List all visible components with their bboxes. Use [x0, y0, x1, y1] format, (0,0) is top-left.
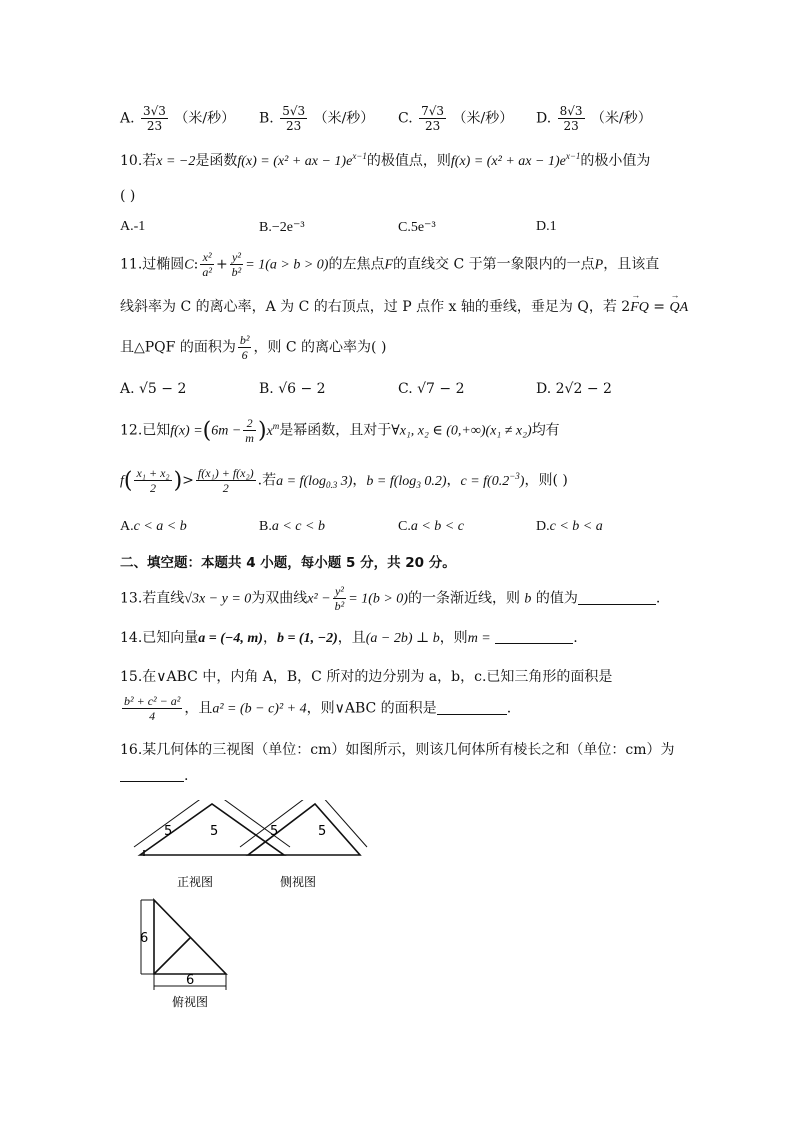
- q15-text: ，且: [184, 700, 213, 717]
- q15-area-fraction: $\frac{\text{b² + c² − a²}}{4}$: [124, 694, 181, 723]
- three-view-figure: [130, 800, 370, 1020]
- option-fraction: $\frac{7√3}{23}$: [421, 104, 445, 133]
- front-right-edge-label: 5: [210, 824, 219, 839]
- q11-vector-fq: → FQ: [630, 300, 649, 316]
- side-view-label: 侧视图: [280, 875, 317, 889]
- q10-condition: x = −2: [156, 154, 196, 169]
- q14-text: 14.已知向量: [120, 630, 199, 646]
- q10-option-a: A.-1: [120, 219, 146, 234]
- q15-period: .: [506, 700, 512, 717]
- q12-b-def: $b = f(\log_3$ 0.2): [366, 473, 447, 490]
- q11-stem-line2: [120, 296, 688, 316]
- q10-option-c: C.5e⁻³: [398, 220, 436, 235]
- q9-option-b: [259, 104, 374, 133]
- q13-text: 的一条渐近线，则: [407, 590, 520, 607]
- q14-period: .: [573, 630, 578, 646]
- q11-equals: =: [648, 299, 670, 315]
- q12-gt: >: [182, 472, 194, 489]
- q13-period: .: [655, 590, 661, 607]
- option-label: B.: [259, 110, 274, 127]
- q12-condition: ∀x₁, x₂ ∈ (0,+∞)(x₁ ≠ x₂): [391, 423, 532, 439]
- q12-text: 12.已知: [120, 422, 171, 439]
- q12-f: f: [120, 473, 124, 489]
- q13-x-term: x² −: [307, 591, 331, 607]
- q10-text: 的极值点，则: [366, 153, 451, 169]
- q16-period: .: [184, 768, 189, 784]
- q12-stem-line2: f( $\frac{\text{x₁ + x₂}}{2}$ )> $\frac{\text{f(x₁) + f(x₂)}}{2}$ .若$a = f(\log_{0.3}$ 3)，$b = f(\log_3$ 0.2)，$c = f(0.2^{-3})$，则( ): [120, 466, 568, 495]
- q13-line-eq: √3x − y = 0: [184, 591, 252, 607]
- q15-text: ，则∨ABC 的面积是: [306, 700, 437, 717]
- q12-function: f(x) =: [170, 423, 203, 439]
- q13-text: 13.若直线: [120, 590, 185, 607]
- top-view-label: 俯视图: [172, 995, 209, 1009]
- q11-text: 线斜率为 C 的离心率，A 为 C 的右顶点，过 P 点作 x 轴的垂线，垂足为 Q，若 2: [120, 299, 631, 315]
- q11-point: P: [594, 257, 604, 273]
- q12-option-c: C.a < b < c: [398, 519, 464, 534]
- q14-condition: (a − 2b) ⊥ b: [365, 631, 440, 646]
- q16-answer-blank[interactable]: [120, 769, 184, 782]
- q9-option-d: [536, 104, 652, 133]
- q11-option-a: A. √5 − 2: [120, 381, 187, 397]
- q14-m: m =: [467, 631, 491, 646]
- q14-text: ，且: [337, 630, 366, 646]
- q10-text: 10.若: [120, 153, 157, 169]
- top-height-label: 6: [140, 931, 149, 946]
- q11-text: 且△PQF 的面积为: [120, 339, 236, 356]
- q12-text: .若: [257, 472, 277, 489]
- q10-option-d: D.1: [536, 219, 557, 234]
- q12-stem-line1: [120, 416, 560, 445]
- side-left-edge-label: 5: [270, 824, 279, 839]
- option-label: C.: [398, 110, 413, 127]
- front-view-label: 正视图: [177, 875, 214, 889]
- q13-stem: [120, 584, 660, 613]
- q10-paren: ( ): [120, 188, 136, 204]
- q11-stem-line1: 11.过椭圆C: $\frac{\text{x²}}{\text{a²}}$ + $\frac{\text{y²}}{\text{b²}}$ = 1(a > b > 0)的左焦点F的直线交 C 于第一象限内的一点P，且该直: [120, 250, 660, 279]
- q12-text: 均有: [531, 422, 560, 439]
- option-fraction: $\frac{3√3}{23}$: [143, 104, 166, 133]
- q9-option-a: [120, 104, 235, 133]
- q12-c-def: $c = f(0.2^{-3})$: [460, 470, 525, 489]
- option-fraction: $\frac{5√3}{23}$: [282, 104, 306, 133]
- q12-m-fraction: $\frac{2}{m}$: [245, 416, 254, 445]
- q11-ellipse-name: C: [184, 257, 194, 273]
- option-unit: （米/秒）: [452, 110, 514, 127]
- q11-vector-qa: → QA: [670, 300, 689, 316]
- q11-text: 的直线交 C 于第一象限内的一点: [393, 256, 595, 273]
- q14-vector-b: b = (1, −2): [276, 631, 338, 646]
- section-title: 二、填空题：本题共 4 小题，每小题 5 分，共 20 分。: [120, 555, 456, 571]
- q11-stem-line3: [120, 333, 386, 362]
- q13-b: b: [524, 591, 532, 607]
- top-width-label: 6: [186, 973, 195, 988]
- q16-blank-line: [120, 768, 188, 784]
- q13-answer-blank[interactable]: [578, 592, 656, 605]
- q11-text: ，且该直: [603, 256, 660, 273]
- q11-option-b: B. √6 − 2: [259, 381, 326, 397]
- q12-rhs-fraction: $\frac{\text{f(x₁) + f(x₂)}}{2}$: [197, 466, 254, 495]
- q14-stem: 14.已知向量a = (−4, m)，b = (1, −2)，且(a − 2b) ⊥ b，则m = .: [120, 630, 578, 646]
- option-unit: （米/秒）: [313, 110, 375, 127]
- q11-equation-tail: = 1(a > b > 0): [245, 257, 329, 273]
- q16-stem: 16.某几何体的三视图（单位：cm）如图所示，则该几何体所有棱长之和（单位：cm）为: [120, 742, 675, 758]
- q12-option-d: D.c < b < a: [536, 519, 603, 534]
- q12-text: ，则( ): [524, 472, 568, 489]
- q10-option-b: B.−2e⁻³: [259, 220, 305, 235]
- q14-text: ，则: [439, 630, 468, 646]
- option-label: A.: [120, 110, 135, 127]
- q12-option-b: B.a < c < b: [259, 519, 325, 534]
- q11-text: 11.过椭圆: [120, 256, 185, 273]
- q11-x-fraction: $\frac{\text{x²}}{\text{a²}}$: [202, 250, 212, 279]
- q12-right-paren: ): [257, 418, 267, 444]
- q11-text: ，则 C 的离心率为( ): [253, 339, 387, 356]
- q10-text: 的极小值为: [580, 153, 651, 169]
- q14-vector-a: a = (−4, m): [198, 631, 263, 646]
- q10-text: 是函数: [195, 153, 238, 169]
- option-fraction: $\frac{8√3}{23}$: [559, 104, 583, 133]
- q11-area-fraction: $\frac{\text{b²}}{6}$: [239, 333, 250, 362]
- q15-stem-line2: [120, 694, 511, 723]
- q15-answer-blank[interactable]: [437, 702, 507, 715]
- q15-condition: a² = (b − c)² + 4: [212, 701, 307, 717]
- q9-option-c: [398, 104, 513, 133]
- q11-focus: F: [384, 257, 394, 273]
- q13-text: 为双曲线: [251, 590, 308, 607]
- q11-option-d: D. 2√2 − 2: [536, 381, 612, 397]
- q12-text: 是幂函数，且对于: [279, 422, 392, 439]
- q12-a-def: $a = f(\log_{0.3}$ 3): [276, 473, 353, 490]
- q13-text: 的值为: [535, 590, 578, 607]
- option-unit: （米/秒）: [591, 110, 652, 127]
- top-view: [141, 900, 226, 990]
- q12-option-a: A.c < a < b: [120, 519, 187, 534]
- q11-option-c: C. √7 − 2: [398, 381, 465, 397]
- q11-y-fraction: $\frac{\text{y²}}{\text{b²}}$: [231, 250, 242, 279]
- q15-stem-line1: 15.在∨ABC 中，内角 A，B，C 所对的边分别为 a，b，c.已知三角形的面积是: [120, 669, 613, 685]
- q10-stem: [120, 150, 650, 170]
- q13-y-fraction: $\frac{\text{y²}}{\text{b²}}$: [334, 584, 345, 613]
- option-unit: （米/秒）: [174, 110, 236, 127]
- q13-eq-tail: = 1(b > 0): [348, 591, 408, 607]
- side-view: [240, 800, 367, 855]
- q10-function: f(x) = (x² + ax − $1)e^{x-1}$: [237, 151, 367, 169]
- q10-function-repeat: f(x) = (x² + ax − $1)e^{x-1}$: [450, 151, 581, 169]
- q11-text: 的左焦点: [328, 256, 385, 273]
- q12-lhs-fraction: $\frac{\text{x₁ + x₂}}{2}$: [136, 466, 170, 495]
- q14-answer-blank[interactable]: [495, 631, 573, 644]
- side-right-edge-label: 5: [318, 824, 327, 839]
- q12-coefficient: 6m −: [211, 423, 242, 439]
- q12-left-paren: (: [202, 418, 212, 444]
- option-label: D.: [536, 110, 552, 127]
- front-left-edge-label: 5: [164, 824, 173, 839]
- q12-power: $x^m$: [266, 420, 280, 439]
